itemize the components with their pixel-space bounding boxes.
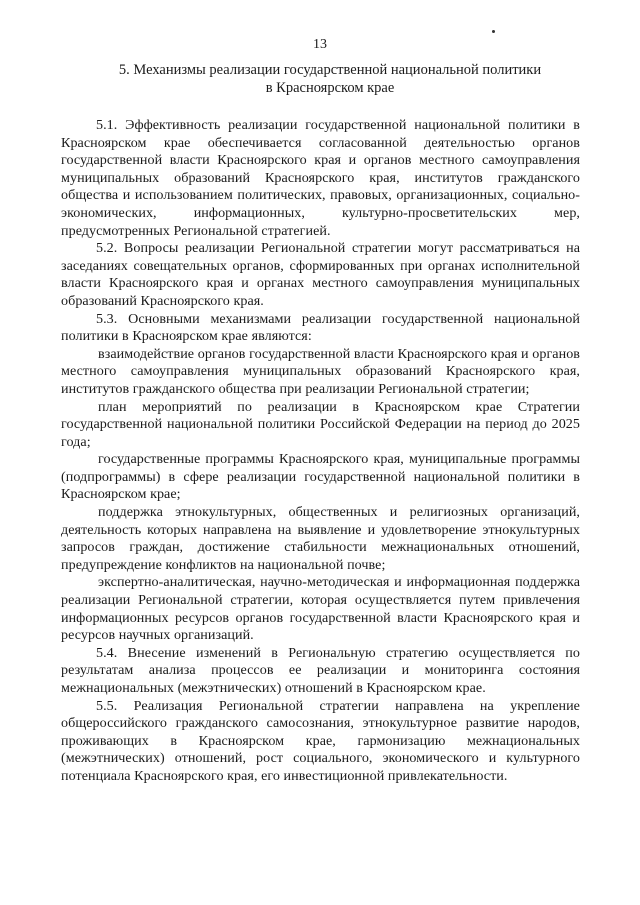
- page-number: 13: [313, 37, 327, 52]
- paragraph-5-1: 5.1. Эффективность реализации государственной национальной политики в Красноярском крае обеспечивается согласованной деятельностью органов государственной власти Красноярского края и органов местного самоуправления муниципальных образований Красноярского края, институтов гражданского общества и использованием политических, правовых, организационных, социально-экономических, информационных, культурно-просветительских мер, предусмотренных Региональной стратегией.: [61, 117, 580, 239]
- list-item-support: поддержка этнокультурных, общественных и религиозных организаций, деятельность которых направлена на выявление и удовлетворение этнокультурных запросов граждан, достижение стабильности межнациональных отношений, предупреждение конфликтов на национальной почве;: [61, 504, 580, 573]
- list-item-expert-support: экспертно-аналитическая, научно-методическая и информационная поддержка реализации Региональной стратегии, которая осуществляется путем привлечения информационных ресурсов органов государственной власти Красноярского края и ресурсов научных организаций.: [61, 574, 580, 644]
- paragraph-5-5: 5.5. Реализация Региональной стратегии направлена на укрепление общероссийского гражданского самосознания, этнокультурное развитие народов, проживающих в Красноярском крае, гармонизацию межнациональных (межэтнических) отношений, рост социального, экономического и культурного потенциала Красноярского края, его инвестиционной привлекательности.: [61, 697, 580, 784]
- section-heading: [90, 61, 570, 97]
- list-item-programs: государственные программы Красноярского края, муниципальные программы (подпрограммы) в сфере реализации государственной национальной политики в Красноярском крае;: [61, 451, 580, 503]
- paragraph-5-4: 5.4. Внесение изменений в Региональную стратегию осуществляется по результатам анализа процессов ее реализации и мониторинга состояния межнациональных (межэтнических) отношений в Красноярском крае.: [61, 644, 580, 696]
- section-body: [61, 117, 580, 786]
- section-heading-line-1: 5. Механизмы реализации государственной национальной политики: [118, 62, 542, 78]
- paragraph-5-2: 5.2. Вопросы реализации Региональной стратегии могут рассматриваться на заседаниях совещательных органов, сформированных при органах исполнительной власти Красноярского края и органах местного самоуправления муниципальных образований Красноярского края.: [61, 240, 580, 309]
- paragraph-5-3: 5.3. Основными механизмами реализации государственной национальной политики в Красноярском крае являются:: [61, 310, 580, 345]
- list-item-action-plan: план мероприятий по реализации в Красноярском крае Стратегии государственной национальной политики Российской Федерации на период до 2025 года;: [61, 398, 580, 450]
- list-item-interaction: взаимодействие органов государственной власти Красноярского края и органов местного самоуправления муниципальных образований Красноярского края, институтов гражданского общества при реализации Региональной стратегии;: [61, 345, 580, 397]
- section-heading-line-2: в Красноярском крае: [265, 80, 395, 96]
- scan-speck: [492, 30, 495, 33]
